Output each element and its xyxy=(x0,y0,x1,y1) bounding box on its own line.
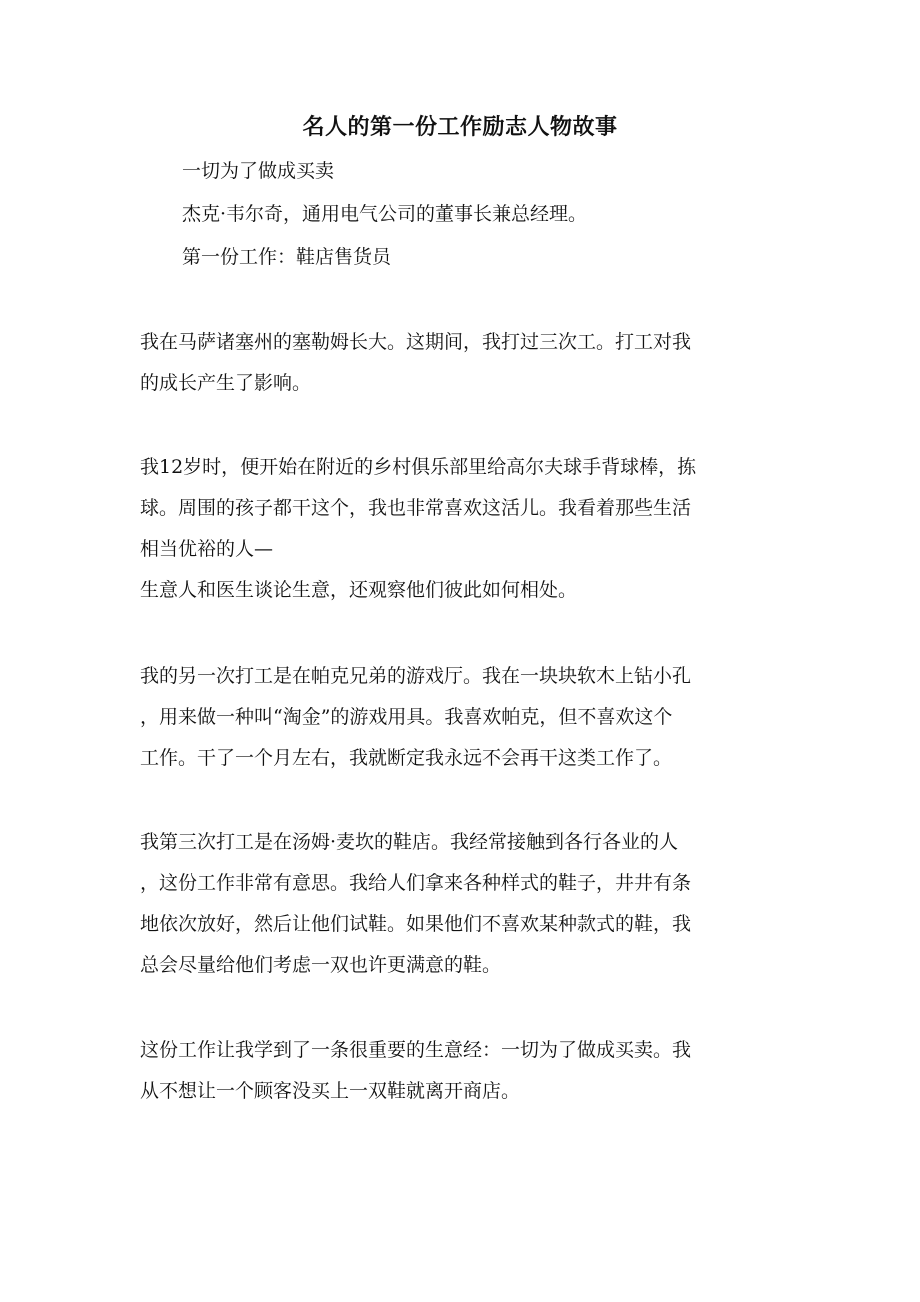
intro-block xyxy=(182,150,587,279)
intro-line: 第一份工作：鞋店售货员 xyxy=(182,246,392,268)
paragraph-line: 我12岁时，便开始在附近的乡村俱乐部里给高尔夫球手背球棒，拣 xyxy=(140,456,697,478)
paragraph-line: 球。周围的孩子都干这个，我也非常喜欢这活儿。我看着那些生活 xyxy=(140,497,692,519)
paragraph-line: 我的另一次打工是在帕克兄弟的游戏厅。我在一块块软木上钻小孔 xyxy=(140,665,692,687)
paragraph-line: 总会尽量给他们考虑一双也许更满意的鞋。 xyxy=(140,954,502,976)
paragraph xyxy=(140,822,780,986)
paragraph xyxy=(140,656,780,779)
paragraph-line: 的成长产生了影响。 xyxy=(140,372,312,394)
paragraph xyxy=(140,447,780,611)
intro-line: 一切为了做成买卖 xyxy=(182,160,335,182)
paragraph xyxy=(140,322,780,404)
paragraph-line: 工作。干了一个月左右，我就断定我永远不会再干这类工作了。 xyxy=(140,747,673,769)
document-title: 名人的第一份工作励志人物故事 xyxy=(302,114,618,140)
paragraph xyxy=(140,1030,780,1112)
paragraph-line: ，这份工作非常有意思。我给人们拿来各种样式的鞋子，井井有条 xyxy=(140,872,692,894)
paragraph-line: 我第三次打工是在汤姆·麦坎的鞋店。我经常接触到各行各业的人 xyxy=(140,831,679,853)
paragraph-line: 这份工作让我学到了一条很重要的生意经：一切为了做成买卖。我 xyxy=(140,1039,692,1061)
paragraph-line: 我在马萨诸塞州的塞勒姆长大。这期间，我打过三次工。打工对我 xyxy=(140,331,692,353)
paragraph-line: 从不想让一个顾客没买上一双鞋就离开商店。 xyxy=(140,1080,521,1102)
intro-line: 杰克·韦尔奇，通用电气公司的董事长兼总经理。 xyxy=(182,203,588,225)
paragraph-line: ，用来做一种叫“淘金”的游戏用具。我喜欢帕克，但不喜欢这个 xyxy=(140,706,673,728)
paragraph-line: 地依次放好，然后让他们试鞋。如果他们不喜欢某种款式的鞋，我 xyxy=(140,913,692,935)
paragraph-line: 生意人和医生谈论生意，还观察他们彼此如何相处。 xyxy=(140,579,578,601)
paragraph-line: 相当优裕的人— xyxy=(140,538,274,560)
